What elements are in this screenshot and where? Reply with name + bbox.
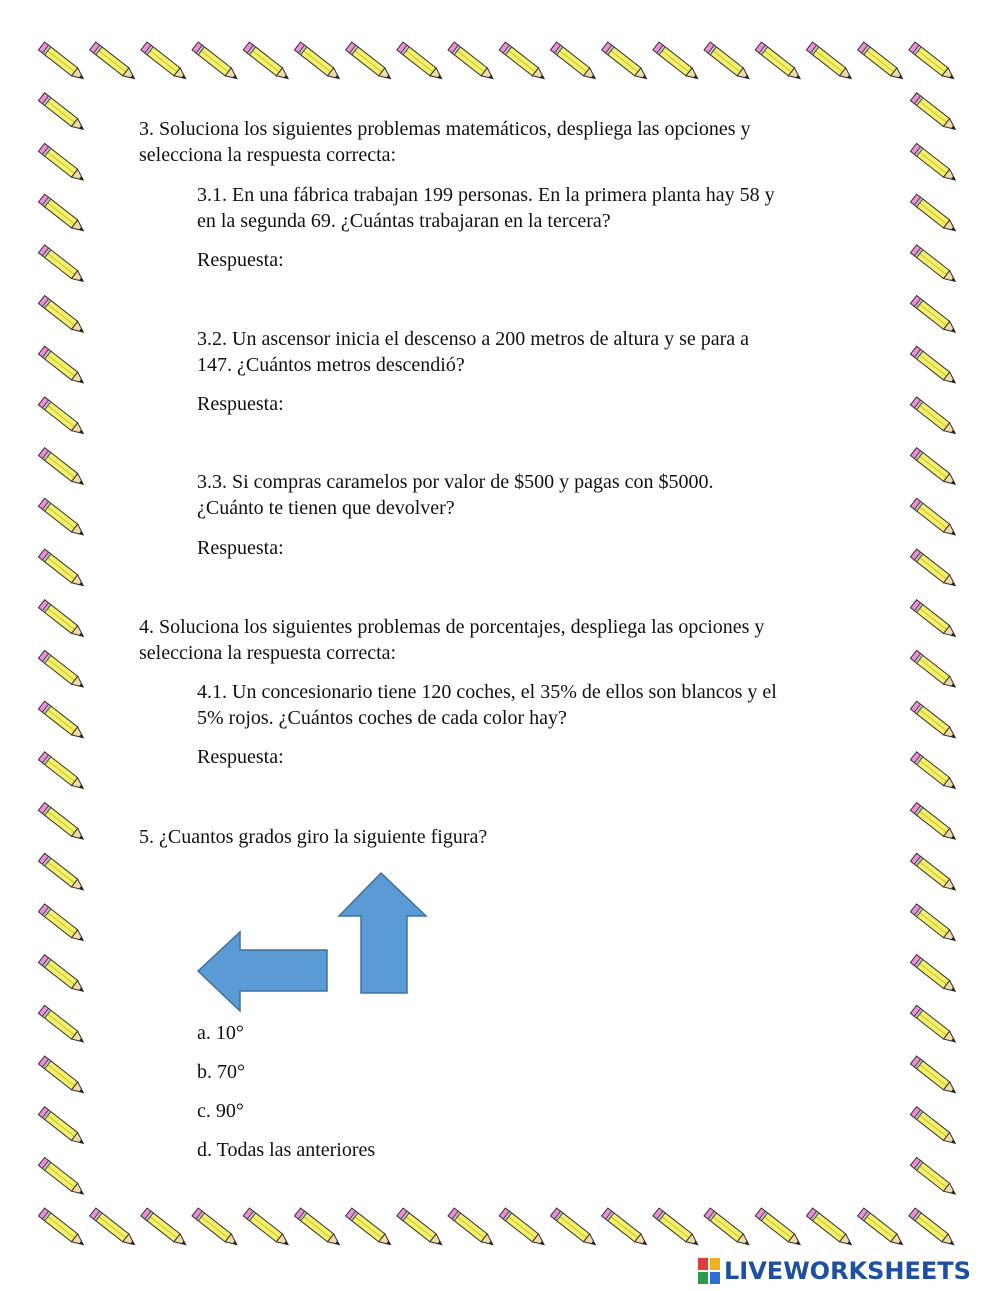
pencil-right-14-icon <box>910 752 958 793</box>
pencil-top-4-icon <box>243 42 291 83</box>
q5-option-b[interactable]: b. 70° <box>197 1061 245 1083</box>
pencil-top-15-icon <box>806 42 854 83</box>
pencil-bottom-10-icon <box>550 1208 598 1249</box>
pencil-bottom-15-icon <box>806 1208 854 1249</box>
pencil-left-8-icon <box>38 448 86 489</box>
pencil-right-13-icon <box>910 701 958 742</box>
q5-option-d[interactable]: d. Todas las anteriores <box>197 1139 376 1161</box>
pencil-bottom-0-icon <box>38 1208 86 1249</box>
pencil-top-1-icon <box>90 42 138 83</box>
answer-label: Respuesta: <box>197 249 284 271</box>
pencil-bottom-4-icon <box>243 1208 291 1249</box>
pencil-left-15-icon <box>38 803 86 844</box>
pencil-bottom-1-icon <box>90 1208 138 1249</box>
pencil-bottom-9-icon <box>499 1208 547 1249</box>
pencil-left-11-icon <box>38 600 86 641</box>
q3-2-text-line1: 3.2. Un ascensor inicia el descenso a 200 metros de altura y se para a <box>197 328 750 350</box>
q3-prompt-line1: 3. Soluciona los siguientes problemas matemáticos, despliega las opciones y <box>139 118 751 140</box>
q3-2-answer <box>197 391 757 421</box>
pencil-left-20-icon <box>38 1056 86 1097</box>
pencil-top-11-icon <box>602 42 650 83</box>
pencil-right-16-icon <box>910 853 958 894</box>
up-arrow-shape <box>339 873 426 993</box>
pencil-right-17-icon <box>910 904 958 945</box>
pencil-right-1-icon <box>910 93 958 134</box>
pencil-top-0-icon <box>38 42 86 83</box>
pencil-bottom-7-icon <box>397 1208 445 1249</box>
q3-1-answer-dropdown[interactable] <box>307 247 627 275</box>
pencil-left-2-icon <box>38 143 86 184</box>
logo-mark-icon <box>698 1258 720 1284</box>
pencil-left-3-icon <box>38 194 86 235</box>
pencil-bottom-5-icon <box>294 1208 342 1249</box>
q4-prompt-line2: selecciona la respuesta correcta: <box>139 642 397 664</box>
pencil-top-14-icon <box>755 42 803 83</box>
pencil-left-9-icon <box>38 498 86 539</box>
pencil-left-17-icon <box>38 904 86 945</box>
answer-label: Respuesta: <box>197 393 284 415</box>
answer-label: Respuesta: <box>197 746 284 768</box>
pencil-right-5-icon <box>910 296 958 337</box>
pencil-bottom-2-icon <box>141 1208 189 1249</box>
pencil-left-21-icon <box>38 1107 86 1148</box>
pencil-bottom-17-icon <box>909 1208 957 1249</box>
pencil-bottom-6-icon <box>346 1208 394 1249</box>
logo-text: LIVEWORKSHEETS <box>724 1257 971 1285</box>
q5-option-c[interactable]: c. 90° <box>197 1100 244 1122</box>
pencil-bottom-14-icon <box>755 1208 803 1249</box>
pencil-bottom-3-icon <box>192 1208 240 1249</box>
q3-2-answer-dropdown[interactable] <box>307 391 627 419</box>
q4-1-text-line2: 5% rojos. ¿Cuántos coches de cada color hay? <box>197 707 567 729</box>
pencil-top-3-icon <box>192 42 240 83</box>
pencil-left-5-icon <box>38 296 86 337</box>
pencil-left-10-icon <box>38 549 86 590</box>
pencil-bottom-13-icon <box>704 1208 752 1249</box>
liveworksheets-logo <box>698 1254 998 1288</box>
pencil-top-12-icon <box>653 42 701 83</box>
pencil-right-6-icon <box>910 346 958 387</box>
pencil-left-1-icon <box>38 93 86 134</box>
pencil-right-15-icon <box>910 803 958 844</box>
pencil-right-3-icon <box>910 194 958 235</box>
pencil-left-13-icon <box>38 701 86 742</box>
pencil-top-10-icon <box>550 42 598 83</box>
q4-1-text-line1: 4.1. Un concesionario tiene 120 coches, el 35% de ellos son blancos y el <box>197 681 777 703</box>
q5-option-a[interactable]: a. 10° <box>197 1022 244 1044</box>
left-arrow-shape <box>198 932 327 1011</box>
q3-3-answer <box>197 535 757 565</box>
pencil-top-6-icon <box>346 42 394 83</box>
q4-prompt-line1: 4. Soluciona los siguientes problemas de porcentajes, despliega las opciones y <box>139 616 765 638</box>
pencil-right-19-icon <box>910 1005 958 1046</box>
pencil-top-8-icon <box>448 42 496 83</box>
pencil-top-9-icon <box>499 42 547 83</box>
pencil-top-2-icon <box>141 42 189 83</box>
pencil-left-22-icon <box>38 1157 86 1198</box>
pencil-right-18-icon <box>910 955 958 996</box>
answer-label: Respuesta: <box>197 537 284 559</box>
pencil-top-7-icon <box>397 42 445 83</box>
pencil-bottom-16-icon <box>858 1208 906 1249</box>
rotation-figure <box>190 865 440 1025</box>
pencil-left-14-icon <box>38 752 86 793</box>
pencil-right-9-icon <box>910 498 958 539</box>
pencil-bottom-11-icon <box>602 1208 650 1249</box>
pencil-right-10-icon <box>910 549 958 590</box>
pencil-right-22-icon <box>910 1157 958 1198</box>
q3-3-text-line1: 3.3. Si compras caramelos por valor de $500 y pagas con $5000. <box>197 471 714 493</box>
q5-prompt: 5. ¿Cuantos grados giro la siguiente figura? <box>139 826 488 848</box>
pencil-left-16-icon <box>38 853 86 894</box>
q3-3-answer-dropdown[interactable] <box>307 535 627 563</box>
pencil-top-13-icon <box>704 42 752 83</box>
pencil-right-7-icon <box>910 397 958 438</box>
pencil-right-12-icon <box>910 650 958 691</box>
pencil-right-21-icon <box>910 1107 958 1148</box>
pencil-left-4-icon <box>38 245 86 286</box>
q3-1-text-line2: en la segunda 69. ¿Cuántas trabajaran en la tercera? <box>197 210 611 232</box>
pencil-left-7-icon <box>38 397 86 438</box>
pencil-top-16-icon <box>858 42 906 83</box>
pencil-left-6-icon <box>38 346 86 387</box>
pencil-right-8-icon <box>910 448 958 489</box>
pencil-top-17-icon <box>909 42 957 83</box>
q4-1-answer <box>197 744 757 774</box>
pencil-bottom-12-icon <box>653 1208 701 1249</box>
pencil-right-2-icon <box>910 143 958 184</box>
pencil-right-20-icon <box>910 1056 958 1097</box>
q3-1-text-line1: 3.1. En una fábrica trabajan 199 personas. En la primera planta hay 58 y <box>197 184 775 206</box>
q4-1-answer-dropdown[interactable] <box>307 744 627 772</box>
pencil-bottom-8-icon <box>448 1208 496 1249</box>
q3-3-text-line2: ¿Cuánto te tienen que devolver? <box>197 497 455 519</box>
q3-2-text-line2: 147. ¿Cuántos metros descendió? <box>197 354 465 376</box>
pencil-right-4-icon <box>910 245 958 286</box>
q3-1-answer <box>197 247 757 277</box>
q3-prompt-line2: selecciona la respuesta correcta: <box>139 144 397 166</box>
pencil-right-11-icon <box>910 600 958 641</box>
pencil-top-5-icon <box>294 42 342 83</box>
pencil-left-18-icon <box>38 955 86 996</box>
pencil-left-12-icon <box>38 650 86 691</box>
pencil-left-19-icon <box>38 1005 86 1046</box>
